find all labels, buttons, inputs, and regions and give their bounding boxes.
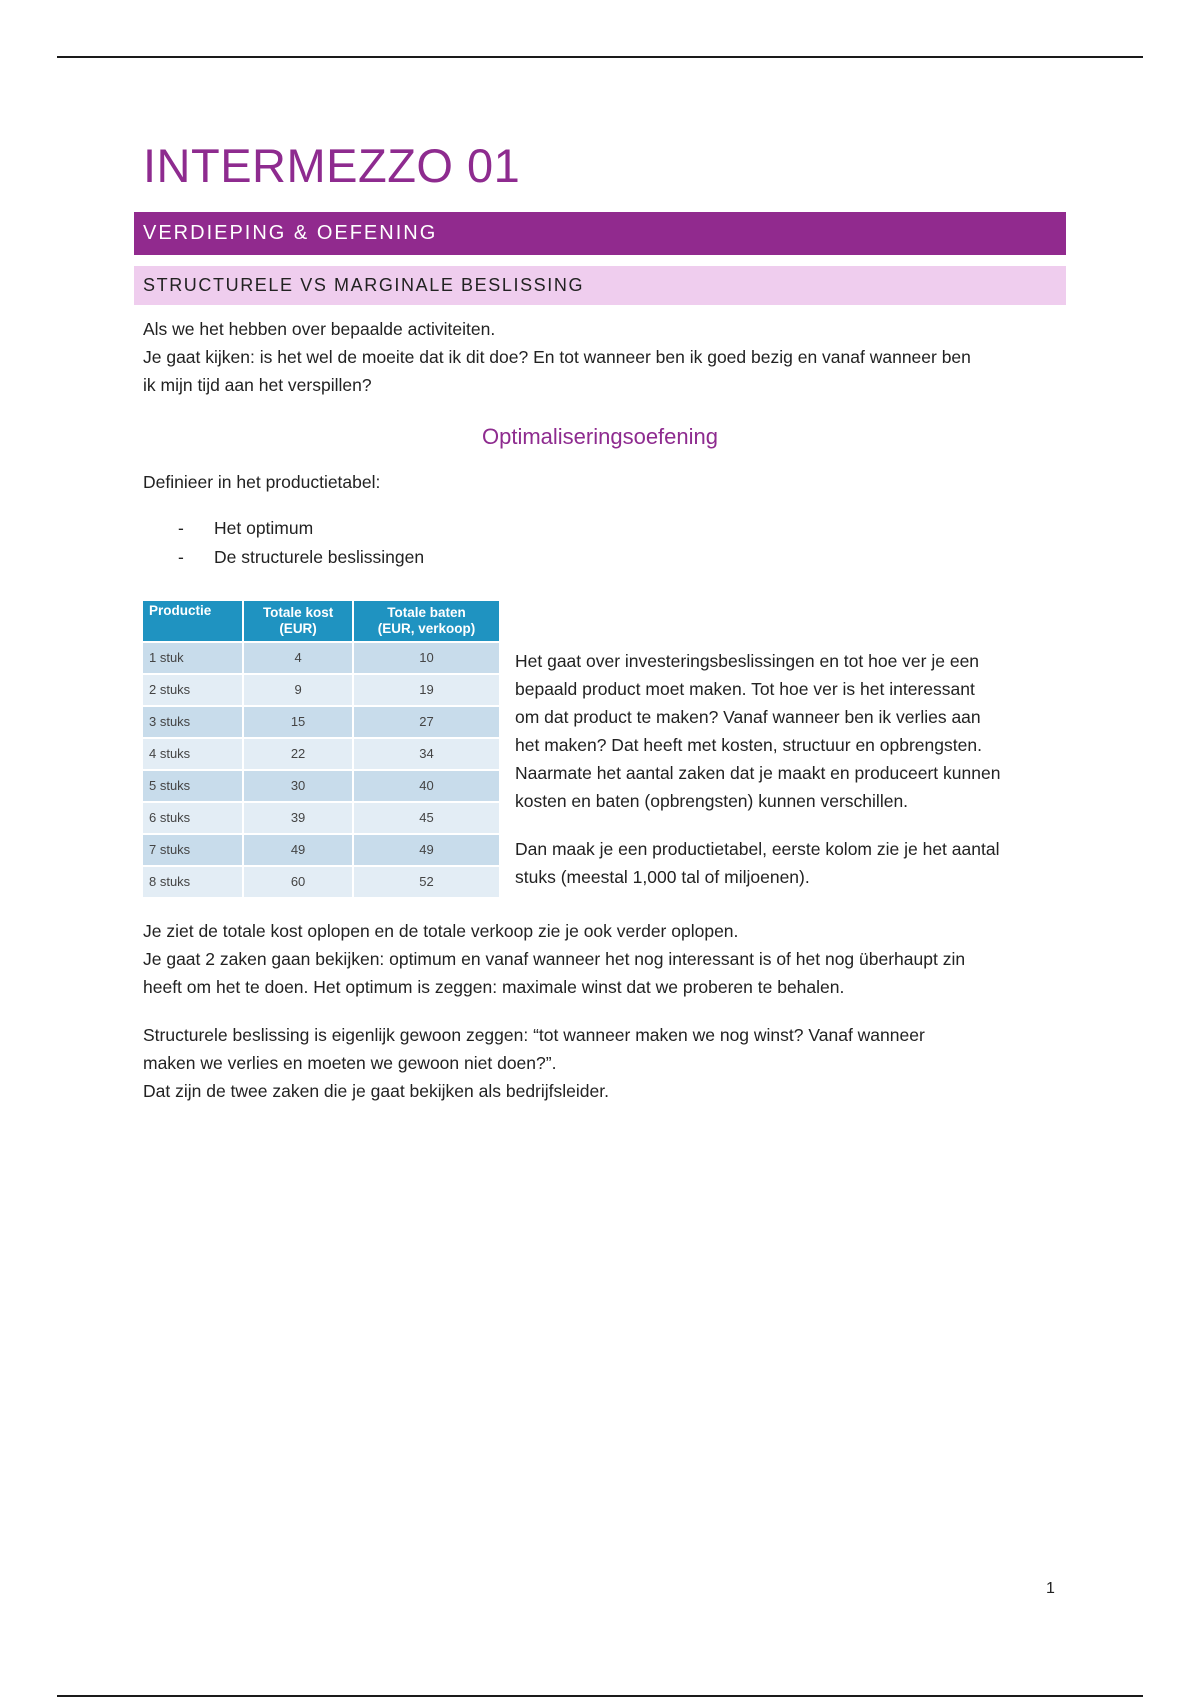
cell-revenue: 19	[353, 674, 500, 706]
table-row	[143, 866, 500, 897]
explanation-paragraph: Het gaat over investeringsbeslissingen en tot hoe ver je een bepaald product moet maken. Tot hoe ver is het interessant om dat product te maken? Vanaf wanneer ben ik verlies aan het maken? Dat heeft met kosten, structuur en opbrengsten. Naarmate het aantal zaken dat je maakt en produceert kunnen kosten en baten (opbrengsten) kunnen verschillen.	[515, 650, 1001, 811]
bullet-dash: -	[178, 517, 184, 538]
bottom-rule	[57, 1695, 1143, 1697]
intro-line: ik mijn tijd aan het verspillen?	[143, 374, 372, 395]
cell-cost: 30	[243, 770, 353, 802]
cell-cost: 9	[243, 674, 353, 706]
cell-revenue: 45	[353, 802, 500, 834]
document-body	[134, 140, 1066, 1105]
table-row	[143, 674, 500, 706]
intro-line: Als we het hebben over bepaalde activiteiten.	[143, 318, 496, 339]
intro-line: Je gaat kijken: is het wel de moeite dat ik dit doe? En tot wanneer ben ik goed bezig en vanaf wanneer ben	[143, 346, 971, 367]
page-title: INTERMEZZO 01	[143, 139, 521, 192]
list-item	[178, 514, 1066, 543]
cell-cost: 4	[243, 642, 353, 674]
cell-label: 3 stuks	[143, 706, 243, 738]
table-row	[143, 770, 500, 802]
table-row	[143, 802, 500, 834]
table-row	[143, 738, 500, 770]
cell-cost: 22	[243, 738, 353, 770]
define-text: Definieer in het productietabel:	[143, 471, 381, 492]
cell-revenue: 52	[353, 866, 500, 897]
cell-cost: 39	[243, 802, 353, 834]
header-total-cost: Totale kost (EUR)	[243, 601, 353, 642]
cell-revenue: 40	[353, 770, 500, 802]
cell-revenue: 27	[353, 706, 500, 738]
section-heading: VERDIEPING & OEFENING	[134, 212, 1066, 255]
explanation-paragraph: Dan maak je een productietabel, eerste kolom zie je het aantal stuks (meestal 1,000 tal of miljoenen).	[515, 838, 1000, 887]
bullet-text: Het optimum	[214, 517, 314, 538]
cell-label: 2 stuks	[143, 674, 243, 706]
header-total-revenue: Totale baten (EUR, verkoop)	[353, 601, 500, 642]
cell-label: 5 stuks	[143, 770, 243, 802]
bullet-text: De structurele beslissingen	[214, 546, 425, 567]
bullet-dash: -	[178, 546, 184, 567]
intro-paragraph	[143, 315, 1066, 399]
subsection-heading: STRUCTURELE VS MARGINALE BESLISSING	[134, 266, 1066, 305]
list-item	[178, 543, 1066, 572]
analysis-paragraph: Je ziet de totale kost oplopen en de totale verkoop zie je ook verder oplopen. Je gaat 2 zaken gaan bekijken: optimum en vanaf wanneer het nog interessant is of het nog überhaupt zin heeft om het te doen. Het optimum is zeggen: maximale winst dat we proberen te behalen.	[143, 920, 966, 997]
header-production: Productie	[143, 601, 243, 642]
table-explanation	[515, 647, 1055, 897]
cell-cost: 60	[243, 866, 353, 897]
cell-label: 6 stuks	[143, 802, 243, 834]
cell-revenue: 49	[353, 834, 500, 866]
cell-label: 8 stuks	[143, 866, 243, 897]
cell-label: 1 stuk	[143, 642, 243, 674]
page-number: 1	[1046, 1580, 1055, 1597]
cell-cost: 49	[243, 834, 353, 866]
bullet-list	[134, 514, 1066, 572]
cell-revenue: 10	[353, 642, 500, 674]
table-header-row	[143, 601, 500, 642]
cell-label: 7 stuks	[143, 834, 243, 866]
cell-revenue: 34	[353, 738, 500, 770]
production-table	[143, 601, 501, 897]
cell-label: 4 stuks	[143, 738, 243, 770]
cell-cost: 15	[243, 706, 353, 738]
structural-paragraph: Structurele beslissing is eigenlijk gewoon zeggen: “tot wanneer maken we nog winst? Vanaf wanneer maken we verlies en moeten we gewoon niet doen?”. Dat zijn de twee zaken die je gaat bekijken als bedrijfsleider.	[143, 1024, 925, 1101]
table-row	[143, 642, 500, 674]
table-row	[143, 834, 500, 866]
top-rule	[57, 56, 1143, 58]
table-and-text	[143, 601, 1066, 897]
table-row	[143, 706, 500, 738]
exercise-heading: Optimaliseringsoefening	[481, 423, 719, 449]
